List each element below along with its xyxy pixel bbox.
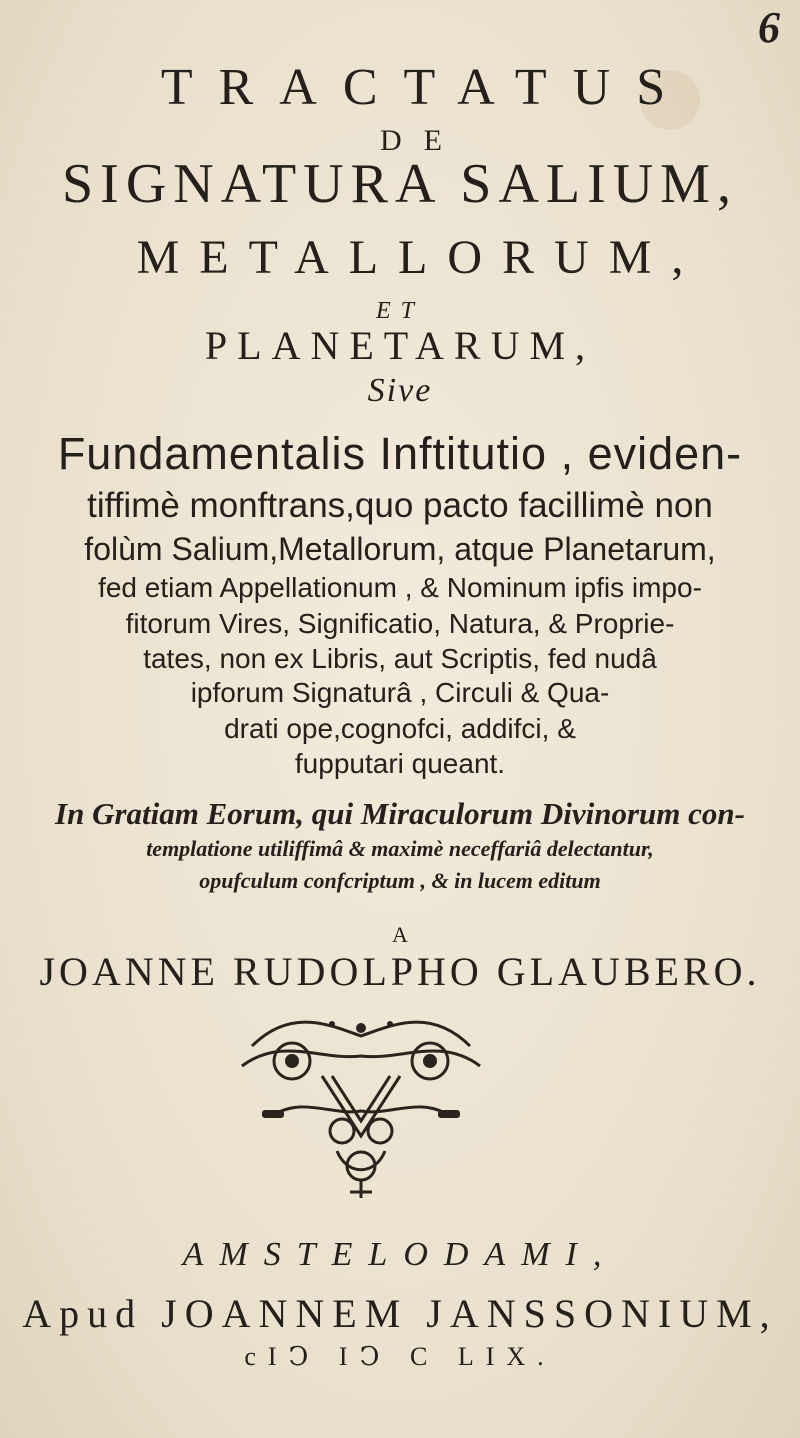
body-line: fupputari queant.	[294, 748, 506, 779]
body-line: fitorum Vires, Significatio, Natura, & Proprie-	[125, 608, 675, 639]
dedication-line: opufculum confcriptum , & in lucem editum	[199, 868, 601, 893]
title-planetarum: PLANETARUM,	[204, 323, 596, 368]
body-line: drati ope,cognofci, addifci, &	[224, 713, 576, 744]
page-number: 6	[758, 3, 780, 52]
title-et: ET	[375, 298, 424, 324]
body-line: fed etiam Appellationum , & Nominum ipfis impo-	[98, 572, 702, 603]
body-line: tates, non ex Libris, aut Scriptis, fed nudâ	[143, 643, 657, 674]
title-sive: Sive	[367, 372, 433, 409]
body-line: folùm Salium,Metallorum, atque Planetarum,	[84, 531, 716, 567]
dedication-line: templatione utiliffimâ & maximè neceffariâ delectantur,	[146, 836, 654, 861]
author-name: JOANNE RUDOLPHO GLAUBERO.	[39, 949, 761, 994]
title-tractatus: TRACTATUS	[160, 59, 692, 116]
body-line: Fundamentalis Inftitutio , eviden-	[57, 428, 743, 479]
imprint-year: cIↃ IↃ C LIX.	[244, 1342, 556, 1371]
printers-device-icon	[232, 1006, 490, 1202]
imprint-city: AMSTELODAMI,	[182, 1236, 618, 1273]
dedication-line: In Gratiam Eorum, qui Miraculorum Divinorum con-	[55, 796, 745, 831]
title-de: DE	[380, 124, 464, 157]
title-signatura: SIGNATURA SALIUM,	[62, 153, 738, 215]
imprint-publisher: Apud JOANNEM JANSSONIUM,	[22, 1291, 778, 1336]
title-metallorum: METALLORUM,	[136, 231, 704, 284]
author-prefix: A	[392, 922, 408, 947]
body-line: tiffimè monftrans,quo pacto facillimè non	[87, 486, 713, 525]
body-line: ipforum Signaturâ , Circuli & Qua-	[190, 677, 610, 708]
